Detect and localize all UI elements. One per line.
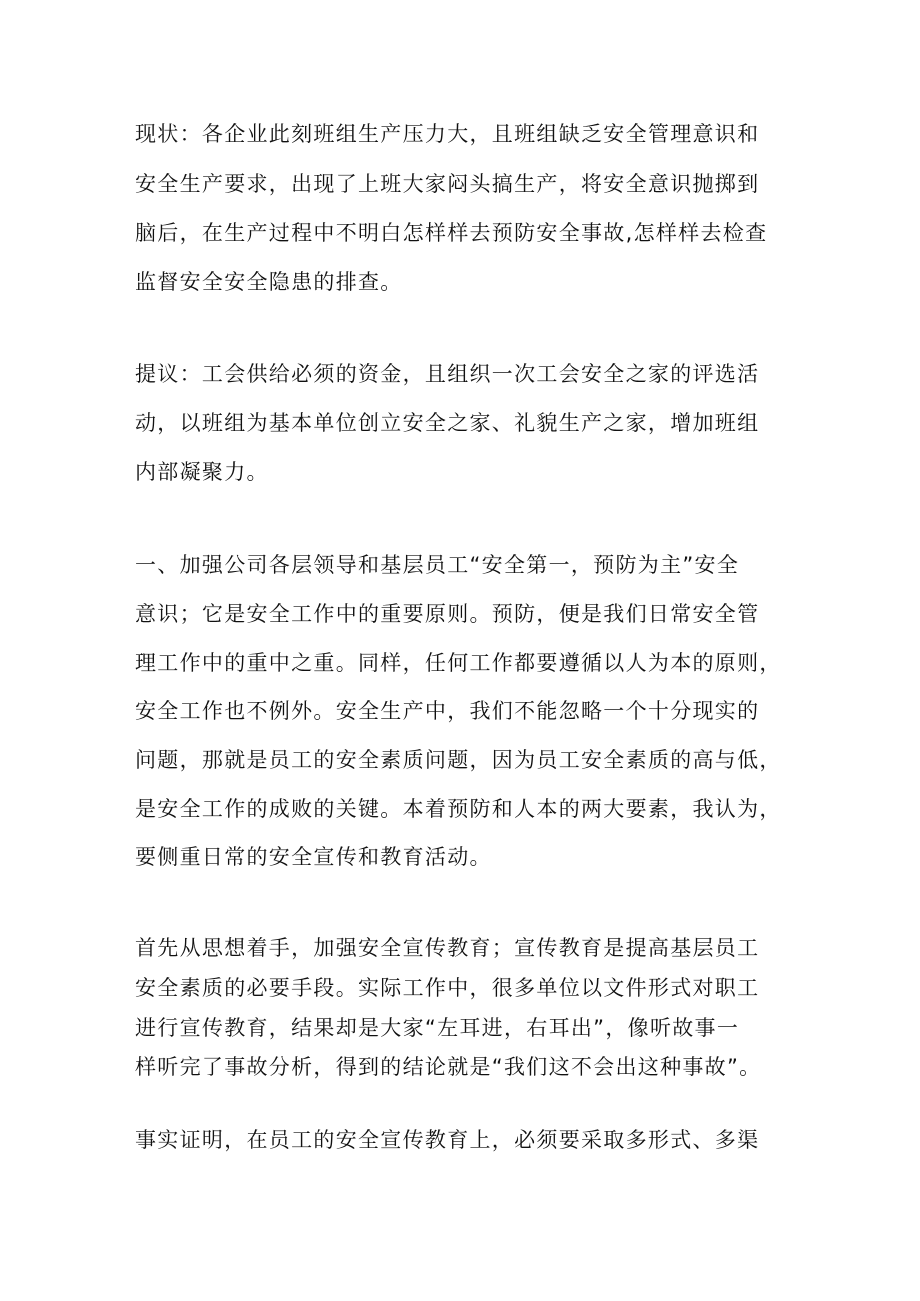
text-line: 动，以班组为基本单位创立安全之家、礼貌生产之家，增加班组	[135, 411, 760, 435]
text-line: 首先从思想着手，加强安全宣传教育；宣传教育是提高基层员工	[135, 936, 760, 960]
text-line: 一、加强公司各层领导和基层员工“安全第一，预防为主”安全	[135, 553, 740, 577]
text-line: 提议：工会供给必须的资金，且组织一次工会安全之家的评选活	[135, 362, 760, 386]
text-line: 脑后，在生产过程中不明白怎样样去预防安全事故,怎样样去检查	[135, 221, 768, 245]
text-line: 安全素质的必要手段。实际工作中，很多单位以文件形式对职工	[135, 976, 760, 1000]
text-line: 理工作中的重中之重。同样，任何工作都要遵循以人为本的原则，	[135, 651, 782, 675]
text-line: 事实证明，在员工的安全宣传教育上，必须要采取多形式、多渠	[135, 1128, 760, 1152]
text-line: 样听完了事故分析，得到的结论就是“我们这不会出这种事故”。	[135, 1055, 762, 1079]
text-line: 内部凝聚力。	[135, 460, 269, 484]
text-line: 是安全工作的成败的关键。本着预防和人本的两大要素，我认为，	[135, 797, 782, 821]
text-line: 意识；它是安全工作中的重要原则。预防，便是我们日常安全管	[135, 602, 760, 626]
text-line: 安全生产要求，出现了上班大家闷头搞生产，将安全意识抛掷到	[135, 172, 760, 196]
text-line: 安全工作也不例外。安全生产中，我们不能忽略一个十分现实的	[135, 699, 760, 723]
text-line: 现状：各企业此刻班组生产压力大，且班组缺乏安全管理意识和	[135, 122, 760, 146]
text-line: 要侧重日常的安全宣传和教育活动。	[135, 845, 492, 869]
text-line: 进行宣传教育，结果却是大家“左耳进，右耳出”，像听故事一	[135, 1016, 740, 1040]
text-line: 监督安全安全隐患的排查。	[135, 270, 403, 294]
text-line: 问题，那就是员工的安全素质问题，因为员工安全素质的高与低，	[135, 748, 782, 772]
